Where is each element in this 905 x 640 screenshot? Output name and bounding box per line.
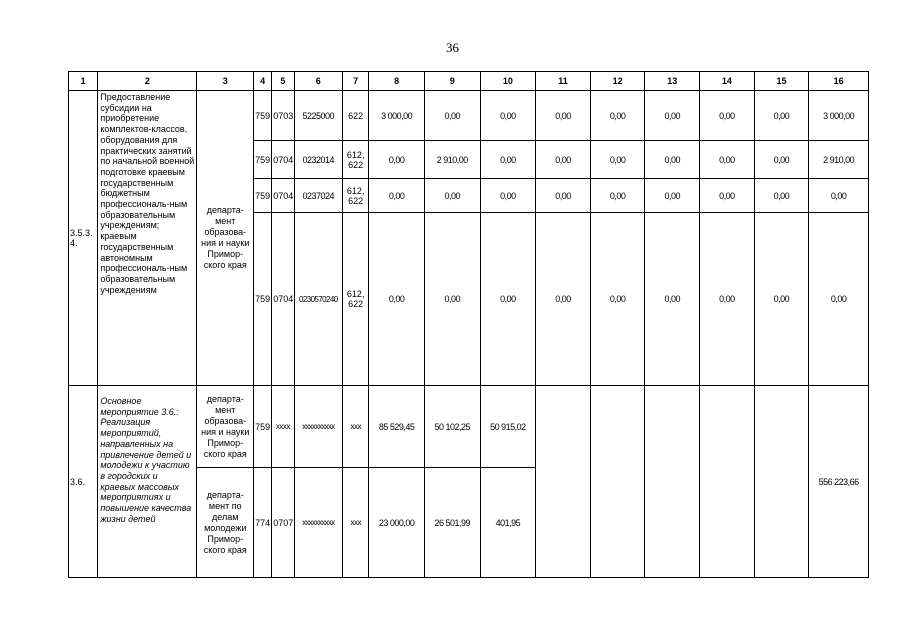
table-cell: 0,00 — [480, 213, 536, 386]
header-cell: 14 — [700, 72, 755, 91]
header-cell: 13 — [645, 72, 700, 91]
header-row — [69, 72, 869, 91]
table-cell: 2 910,00 — [809, 141, 869, 179]
table-cell: 0,00 — [700, 141, 755, 179]
header-cell: 5 — [272, 72, 294, 91]
header-cell: 4 — [254, 72, 272, 91]
table-cell: 401,95 — [480, 468, 536, 578]
table-cell: xxxx — [272, 386, 294, 468]
header-cell: 11 — [536, 72, 591, 91]
total-cell: 556 223,66 — [809, 386, 869, 578]
table-cell: 0,00 — [645, 141, 700, 179]
table-cell: 0,00 — [645, 179, 700, 213]
table-cell: 0,00 — [700, 179, 755, 213]
table-cell: 23 000,00 — [369, 468, 425, 578]
table-cell: xxxxxxxxxx — [294, 386, 343, 468]
table-cell: 759 — [254, 213, 272, 386]
table-cell: 0,00 — [536, 213, 591, 386]
table-cell: 0,00 — [590, 91, 645, 141]
row-index: 3.6. — [69, 386, 98, 578]
table-cell: 50 102,25 — [424, 386, 480, 468]
header-cell: 6 — [294, 72, 343, 91]
table-cell: 759 — [254, 386, 272, 468]
header-cell: 12 — [590, 72, 645, 91]
measure-name: Предоставление субсидии на приобретение комплектов-классов, оборудования для практических занятий по начальной военной подготовке краевым государственным бюджетным профессиональ-ным образовательным учреждениям; краевым государственным автономным профессиональ-ным образовательным учреждениям — [98, 91, 197, 386]
header-cell: 16 — [809, 72, 869, 91]
department-name: департа-мент образова-ния и науки Примор-ского края — [197, 386, 254, 468]
table-cell: 0703 — [272, 91, 294, 141]
table-cell: 0,00 — [590, 213, 645, 386]
table-cell — [645, 386, 700, 578]
page-number: 36 — [446, 40, 459, 55]
table-cell: 3 000,00 — [809, 91, 869, 141]
table-cell — [590, 386, 645, 578]
table-cell: 0,00 — [700, 213, 755, 386]
table-cell: xxx — [343, 386, 369, 468]
table-cell: 2 910,00 — [424, 141, 480, 179]
table-cell: 0,00 — [369, 141, 425, 179]
table-cell: 0,00 — [590, 179, 645, 213]
header-cell: 7 — [343, 72, 369, 91]
row-index: 3.5.3. 4. — [69, 91, 98, 386]
table-cell: 85 529,45 — [369, 386, 425, 468]
table-cell: 612, 622 — [343, 179, 369, 213]
table-cell: 0,00 — [369, 179, 425, 213]
table-cell: 759 — [254, 179, 272, 213]
table-cell: 0704 — [272, 179, 294, 213]
measure-name: Основное мероприятие 3.6.: Реализация мероприятий, направленных на привлечение детей и молодежи к участию в городских и краевых массовых мероприятиях и повышение качества жизни детей — [98, 386, 197, 578]
table-cell: 0,00 — [754, 179, 809, 213]
table-cell: 612, 622 — [343, 213, 369, 386]
table-cell: 0,00 — [536, 91, 591, 141]
table-cell: 0,00 — [590, 141, 645, 179]
table-cell: 0,00 — [480, 91, 536, 141]
table-cell: 0,00 — [536, 141, 591, 179]
table-cell: 0,00 — [480, 179, 536, 213]
table-cell: 0,00 — [480, 141, 536, 179]
table-cell — [700, 386, 755, 578]
table-cell: 0232014 — [294, 141, 343, 179]
table-cell: xxxxxxxxxx — [294, 468, 343, 578]
table-cell: 774 — [254, 468, 272, 578]
header-cell: 8 — [369, 72, 425, 91]
table-row — [69, 91, 869, 141]
table-cell: 0,00 — [645, 91, 700, 141]
table-cell: 0,00 — [754, 141, 809, 179]
header-cell: 9 — [424, 72, 480, 91]
table-cell: 759 — [254, 141, 272, 179]
table-row — [69, 386, 869, 468]
header-cell: 1 — [69, 72, 98, 91]
table-cell: 0,00 — [809, 213, 869, 386]
header-cell: 3 — [197, 72, 254, 91]
table-cell: 0,00 — [809, 179, 869, 213]
table-cell: 0,00 — [700, 91, 755, 141]
header-cell: 2 — [98, 72, 197, 91]
header-cell: 15 — [754, 72, 809, 91]
table-cell: 0,00 — [754, 213, 809, 386]
table-cell: 0,00 — [754, 91, 809, 141]
table-cell: 0237024 — [294, 179, 343, 213]
table-cell: 0,00 — [424, 213, 480, 386]
table-cell: xxx — [343, 468, 369, 578]
table-cell: 0704 — [272, 213, 294, 386]
table-cell: 0230570240 — [294, 213, 343, 386]
table-cell: 5225000 — [294, 91, 343, 141]
table-cell: 0,00 — [424, 179, 480, 213]
table-cell: 0,00 — [424, 91, 480, 141]
table-cell: 0,00 — [369, 213, 425, 386]
table-cell: 3 000,00 — [369, 91, 425, 141]
department-name: департа-мент по делам молодежи Примор-ского края — [197, 468, 254, 578]
budget-table — [68, 71, 869, 578]
table-cell: 0707 — [272, 468, 294, 578]
table-cell: 0,00 — [645, 213, 700, 386]
table-cell: 26 501,99 — [424, 468, 480, 578]
table-cell: 612, 622 — [343, 141, 369, 179]
table-cell: 622 — [343, 91, 369, 141]
table-cell: 50 915,02 — [480, 386, 536, 468]
table-cell: 0,00 — [536, 179, 591, 213]
table-cell — [536, 386, 591, 578]
department-name: департа-мент образова-ния и науки Примор-ского края — [197, 91, 254, 386]
table-cell — [754, 386, 809, 578]
table-cell: 759 — [254, 91, 272, 141]
header-cell: 10 — [480, 72, 536, 91]
table-cell: 0704 — [272, 141, 294, 179]
